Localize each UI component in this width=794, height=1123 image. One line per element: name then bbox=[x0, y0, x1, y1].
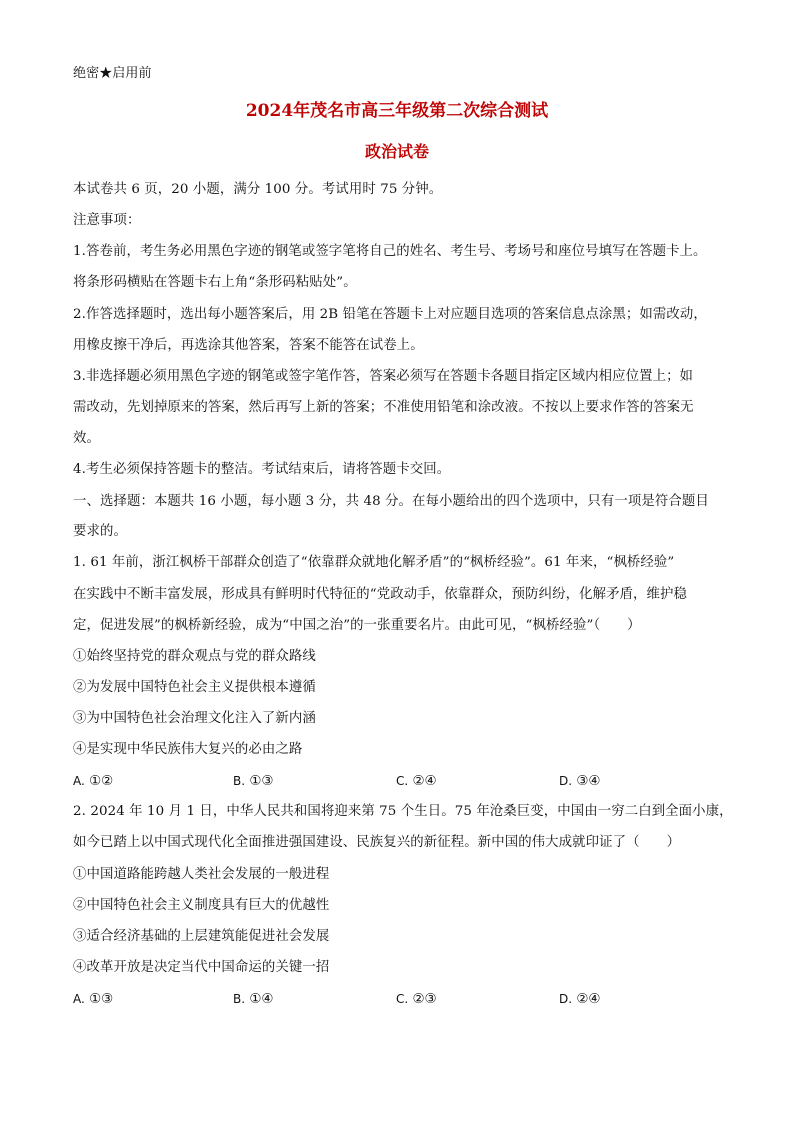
notice-item-3-cont: 需改动，先划掉原来的答案，然后再写上新的答案；不准使用铅笔和涂改液。不按以上要求作答的答案无 bbox=[73, 400, 694, 415]
exam-title: 2024年茂名市高三年级第二次综合测试 bbox=[245, 101, 549, 121]
notice-item-4: 4.考生必须保持答题卡的整洁。考试结束后，请将答题卡交回。 bbox=[73, 462, 451, 477]
q1-statement: ②为发展中国特色社会主义提供根本遵循 bbox=[73, 680, 316, 695]
q1-statement: ①始终坚持党的群众观点与党的群众路线 bbox=[73, 649, 316, 664]
notice-heading: 注意事项： bbox=[73, 213, 141, 228]
option-key: A. bbox=[73, 992, 85, 1006]
option-text: ①④ bbox=[249, 992, 274, 1007]
q2-stem-line: 2. 2024 年 10 月 1 日，中华人民共和国将迎来第 75 个生日。75 年沧桑巨变，中国由一穷二白到全面小康， bbox=[73, 804, 733, 819]
q1-option-b[interactable] bbox=[233, 771, 273, 792]
option-key: A. bbox=[73, 774, 85, 788]
q1-option-d[interactable] bbox=[559, 771, 600, 792]
option-text: ③④ bbox=[576, 774, 601, 789]
notice-item-2: 2.作答选择题时，选出每小题答案后，用 2B 铅笔在答题卡上对应题目选项的答案信息点涂黑；如需改动， bbox=[73, 307, 707, 322]
q1-stem-line: 在实践中不断丰富发展，形成具有鲜明时代特征的“党政动手，依靠群众，预防纠纷，化解矛盾，维护稳 bbox=[73, 587, 688, 602]
q2-options bbox=[73, 989, 733, 1009]
option-key: B. bbox=[233, 774, 246, 788]
option-key: D. bbox=[559, 774, 573, 788]
option-key: C. bbox=[396, 774, 409, 788]
q2-stem-line: 如今已踏上以中国式现代化全面推进强国建设、民族复兴的新征程。新中国的伟大成就印证了（ ） bbox=[73, 835, 681, 850]
option-text: ①③ bbox=[89, 992, 114, 1007]
q1-option-a[interactable] bbox=[73, 771, 113, 792]
q2-statement: ②中国特色社会主义制度具有巨大的优越性 bbox=[73, 898, 330, 913]
q1-option-c[interactable] bbox=[396, 771, 436, 792]
option-text: ②④ bbox=[412, 774, 437, 789]
section-heading-cont: 要求的。 bbox=[73, 524, 127, 539]
notice-item-1: 1.答卷前，考生务必用黑色字迹的钢笔或签字笔将自己的姓名、考生号、考场号和座位号填写在答题卡上。 bbox=[73, 244, 707, 259]
q2-statement: ①中国道路能跨越人类社会发展的一般进程 bbox=[73, 867, 330, 882]
notice-item-2-cont: 用橡皮擦干净后，再选涂其他答案，答案不能答在试卷上。 bbox=[73, 338, 424, 353]
q1-options bbox=[73, 771, 733, 791]
option-key: D. bbox=[559, 992, 573, 1006]
section-heading: 一、选择题：本题共 16 小题，每小题 3 分，共 48 分。在每小题给出的四个选项中，只有一项是符合题目 bbox=[73, 494, 709, 509]
option-text: ②④ bbox=[576, 992, 601, 1007]
option-key: C. bbox=[396, 992, 409, 1006]
option-text: ①③ bbox=[249, 774, 274, 789]
q1-statement: ③为中国特色社会治理文化注入了新内涵 bbox=[73, 711, 316, 726]
notice-item-3: 3.非选择题必须用黑色字迹的钢笔或签字笔作答，答案必须写在答题卡各题目指定区域内相应位置上；如 bbox=[73, 369, 694, 384]
q2-option-c[interactable] bbox=[396, 989, 436, 1010]
option-text: ②③ bbox=[412, 992, 437, 1007]
q2-option-d[interactable] bbox=[559, 989, 600, 1010]
q2-option-a[interactable] bbox=[73, 989, 113, 1010]
notice-item-1-cont: 将条形码横贴在答题卡右上角“条形码粘贴处”。 bbox=[73, 275, 357, 290]
option-text: ①② bbox=[89, 774, 114, 789]
q1-statement: ④是实现中华民族伟大复兴的必由之路 bbox=[73, 742, 303, 757]
q1-stem-line: 定，促进发展”的枫桥新经验，成为“中国之治”的一张重要名片。由此可见，“枫桥经验”（ ） bbox=[73, 618, 641, 633]
notice-item-3-end: 效。 bbox=[73, 431, 100, 446]
q2-statement: ④改革开放是决定当代中国命运的关键一招 bbox=[73, 960, 330, 975]
q2-statement: ③适合经济基础的上层建筑能促进社会发展 bbox=[73, 929, 330, 944]
q1-stem-line: 1. 61 年前，浙江枫桥干部群众创造了“依靠群众就地化解矛盾”的“枫桥经验”。61 年来，“枫桥经验” bbox=[73, 555, 675, 570]
exam-subtitle: 政治试卷 bbox=[364, 142, 429, 161]
q2-option-b[interactable] bbox=[233, 989, 273, 1010]
confidential-label: 绝密★启用前 bbox=[73, 66, 152, 81]
exam-info-line: 本试卷共 6 页，20 小题，满分 100 分。考试用时 75 分钟。 bbox=[73, 182, 443, 197]
option-key: B. bbox=[233, 992, 246, 1006]
